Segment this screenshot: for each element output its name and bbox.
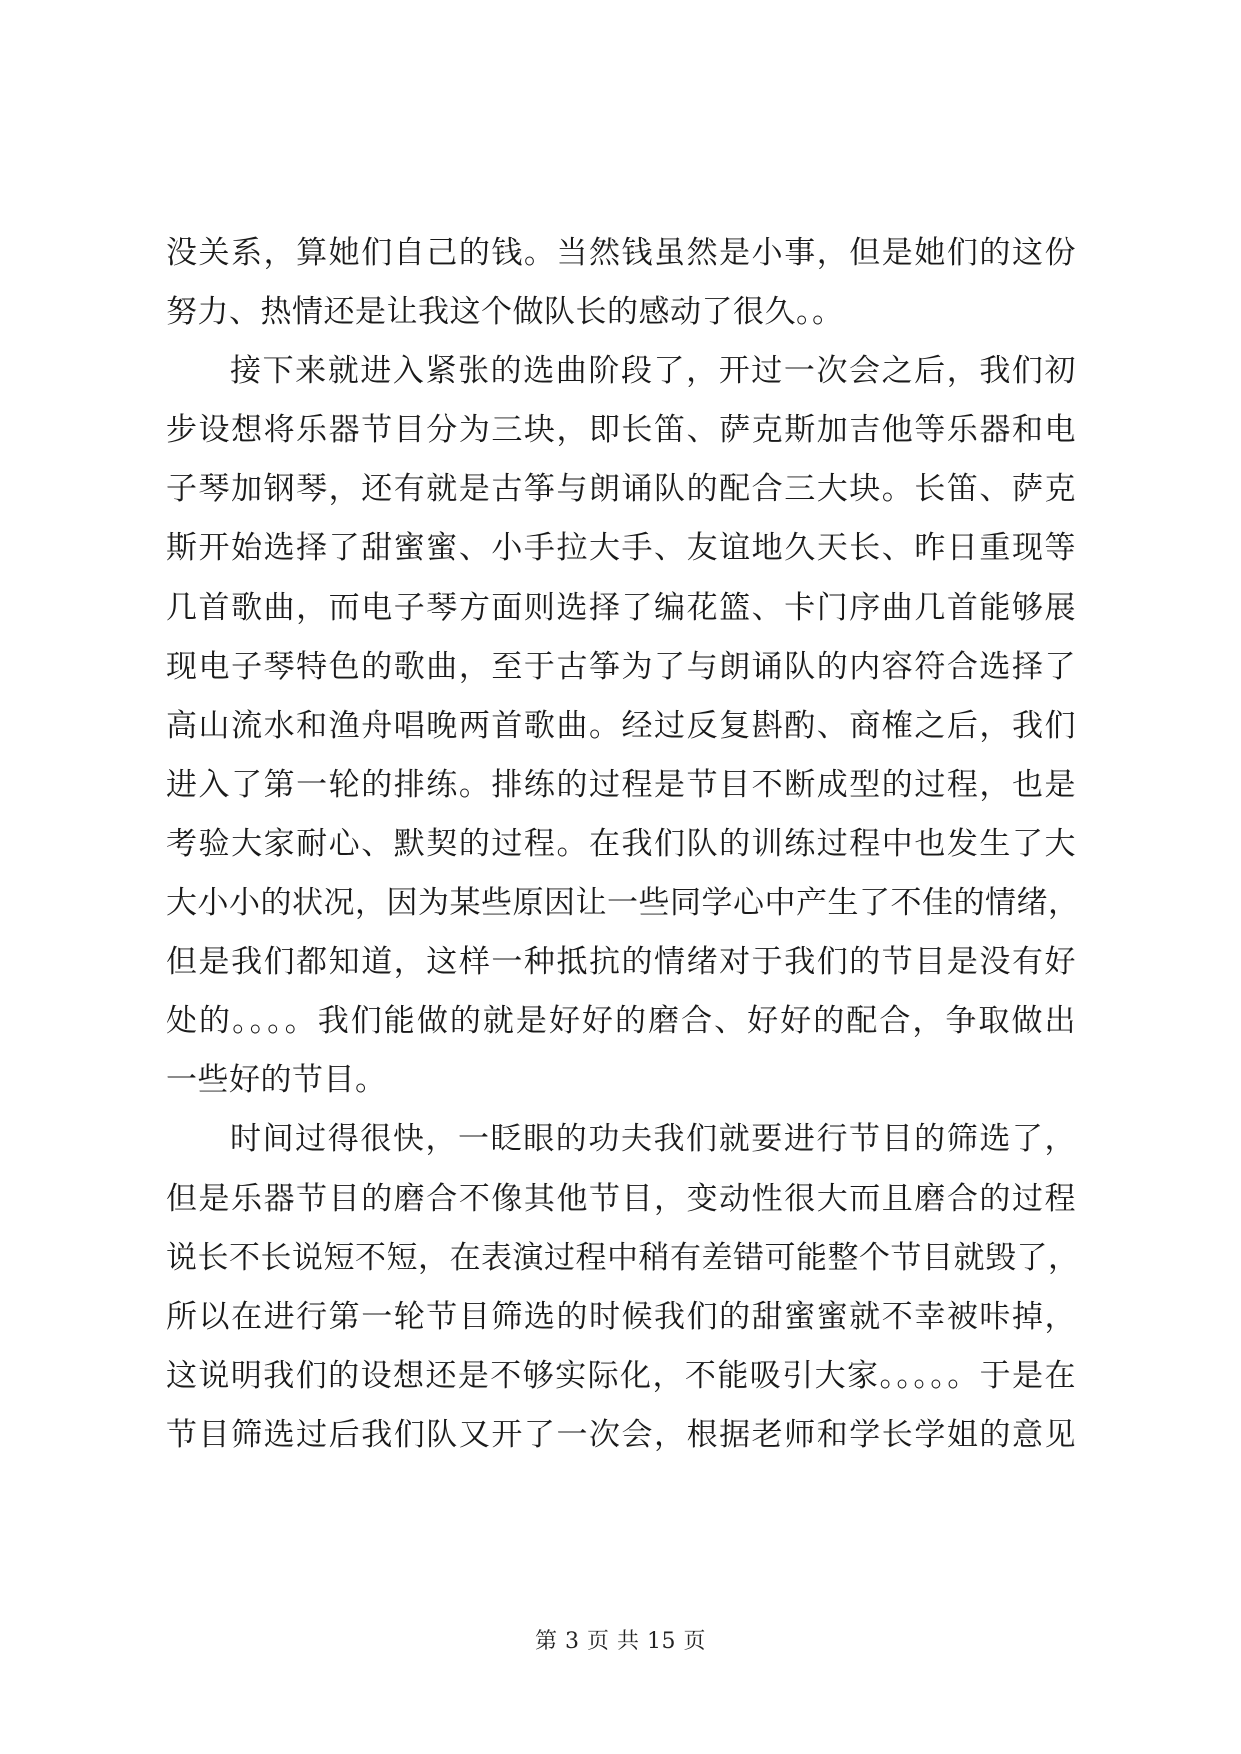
text-line: 高山流水和渔舟唱晚两首歌曲。经过反复斟酌、商榷之后，我们 [166, 707, 1076, 744]
text-line: 一些好的节目。 [166, 1062, 387, 1099]
text-line: 大小小的状况，因为某些原因让一些同学心中产生了不佳的情绪， [166, 885, 1080, 922]
text-line: 努力、热情还是让我这个做队长的感动了很久。。 [166, 294, 844, 331]
text-line: 进入了第一轮的排练。排练的过程是节目不断成型的过程，也是 [166, 766, 1076, 803]
text-line: 所以在进行第一轮节目筛选的时候我们的甜蜜蜜就不幸被咔掉， [166, 1298, 1076, 1335]
text-line: 几首歌曲，而电子琴方面则选择了编花篮、卡门序曲几首能够展 [166, 589, 1076, 626]
text-line: 没关系，算她们自己的钱。当然钱虽然是小事，但是她们的这份 [166, 235, 1076, 271]
text-line: 说长不长说短不短，在表演过程中稍有差错可能整个节目就毁了， [166, 1239, 1080, 1276]
text-line: 处的。。。。我们能做的就是好好的磨合、好好的配合，争取做出 [166, 1003, 1076, 1040]
text-line: 子琴加钢琴，还有就是古筝与朗诵队的配合三大块。长笛、萨克 [166, 471, 1076, 508]
text-line: 斯开始选择了甜蜜蜜、小手拉大手、友谊地久天长、昨日重现等 [166, 530, 1076, 567]
text-line: 但是乐器节目的磨合不像其他节目，变动性很大而且磨合的过程 [166, 1180, 1076, 1217]
text-line: 这说明我们的设想还是不够实际化，不能吸引大家。。。。。于是在 [166, 1357, 1076, 1394]
body-text [166, 224, 1080, 1465]
text-line: 考验大家耐心、默契的过程。在我们队的训练过程中也发生了大 [166, 825, 1076, 862]
text-line: 现电子琴特色的歌曲，至于古筝为了与朗诵队的内容符合选择了 [166, 648, 1076, 685]
text-line: 步设想将乐器节目分为三块，即长笛、萨克斯加吉他等乐器和电 [166, 412, 1076, 449]
text-line: 节目筛选过后我们队又开了一次会，根据老师和学长学姐的意见 [166, 1416, 1076, 1453]
text-line: 但是我们都知道，这样一种抵抗的情绪对于我们的节目是没有好 [166, 944, 1076, 981]
page-number-footer: 第 3 页 共 15 页 [535, 1629, 706, 1654]
paragraph-start-line: 接下来就进入紧张的选曲阶段了，开过一次会之后，我们初 [230, 353, 1076, 390]
paragraph-start-line: 时间过得很快，一眨眼的功夫我们就要进行节目的筛选了， [230, 1121, 1076, 1158]
